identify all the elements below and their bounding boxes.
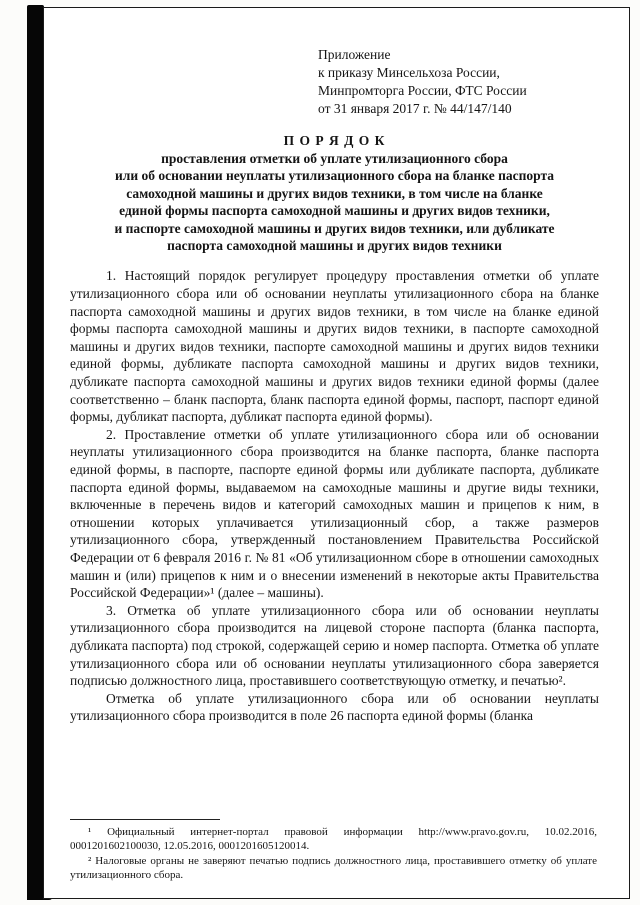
subtitle-line-5: и паспорте самоходной машины и других видов техники, или дубликате bbox=[114, 220, 555, 236]
subtitle-line-3: самоходной машины и других видов техники, в том числе на бланке bbox=[126, 185, 543, 201]
paragraph-1: 1. Настоящий порядок регулирует процедуру проставления отметки об уплате утилизационного сбора или об основании неуплаты утилизационного сбора на бланке паспорта самоходной машины и других видов техники, в том числе на бланке единой формы паспорта самоходной машины и других видов техники, в паспорте самоходной машины и других видов техники, паспорте самоходной машины и других видов техники единой формы, дубликате паспорта самоходной машины и других видов техники, дубликате паспорта самоходной машины и других видов техники единой формы (далее соответственно – бланк паспорта, бланк паспорта единой формы, паспорт, паспорт единой формы, дубликат паспорта, дубликат паспорта единой формы). bbox=[70, 268, 599, 425]
footnote-1: ¹ Официальный интернет-портал правовой информации http://www.pravo.gov.ru, 10.02.2016, 0001201602100030, 12.05.2016, 0001201605120014. bbox=[70, 826, 597, 853]
document-body bbox=[70, 267, 599, 724]
subtitle-line-6: паспорта самоходной машины и других видов техники bbox=[167, 238, 502, 254]
footnote-separator bbox=[70, 819, 220, 820]
header-line-2: к приказу Минсельхоза России, bbox=[318, 65, 500, 80]
paragraph-3: 3. Отметка об уплате утилизационного сбора или об основании неуплаты утилизационного сбора производится на лицевой стороне паспорта (бланка паспорта, дубликата паспорта) под строкой, содержащей серию и номер паспорта. Отметка об уплате утилизационного сбора или об основании неуплаты утилизационного сбора заверяется подписью должностного лица, проставившего соответствующую отметку, и печатью². bbox=[70, 602, 599, 689]
document-title: П О Р Я Д О К bbox=[283, 133, 386, 148]
paragraph-4-partial: Отметка об уплате утилизационного сбора или об основании неуплаты утилизационного сбора производится в поле 26 паспорта единой формы (бланка bbox=[70, 690, 599, 724]
document-page bbox=[43, 7, 630, 899]
document-header bbox=[318, 46, 599, 118]
header-line-4: от 31 января 2017 г. № 44/147/140 bbox=[318, 101, 512, 116]
subtitle-line-2: или об основании неуплаты утилизационного сбора на бланке паспорта bbox=[114, 168, 555, 184]
footnote-2: ² Налоговые органы не заверяют печатью подпись должностного лица, проставившего отметку об уплате утилизационного сбора. bbox=[70, 854, 597, 881]
subtitle-line-4: единой формы паспорта самоходной машины и других видов техники, bbox=[119, 203, 550, 219]
header-line-3: Минпромторга России, ФТС России bbox=[318, 83, 527, 98]
scan-left-edge-artifact bbox=[27, 5, 44, 900]
subtitle-line-1: проставления отметки об уплате утилизационного сбора bbox=[161, 151, 508, 166]
header-line-1: Приложение bbox=[318, 47, 391, 62]
footnote-area bbox=[70, 819, 597, 882]
document-subtitle bbox=[70, 150, 599, 254]
paragraph-2: 2. Проставление отметки об уплате утилизационного сбора или об основании неуплаты утилизационного сбора производится на бланке паспорта, бланке паспорта единой формы, в паспорте, паспорте единой формы или дубликате паспорта, дубликате паспорта единой формы, выдаваемом на самоходные машины и другие виды техники, включенные в перечень видов и категорий самоходных машин и прицепов к ним, в отношении которых уплачивается утилизационный сбор, а также размеров утилизационного сбора, утвержденный постановлением Правительства Российской Федерации от 6 февраля 2016 г. № 81 «Об утилизационном сборе в отношении самоходных машин и (или) прицепов к ним и о внесении изменений в некоторые акты Правительства Российской Федерации»¹ (далее – машины). bbox=[70, 426, 599, 601]
